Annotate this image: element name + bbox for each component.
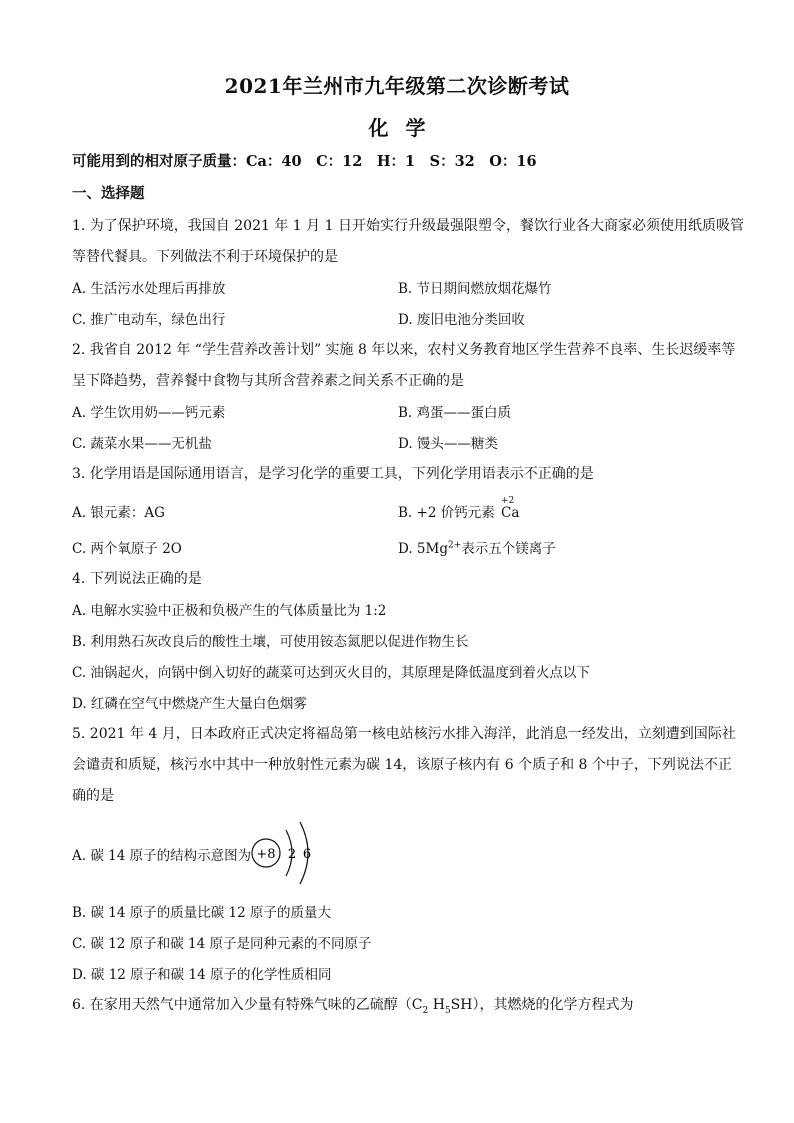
- exam-title: 2021年兰州市九年级第二次诊断考试: [224, 74, 570, 98]
- question-5-option-a: [72, 844, 251, 864]
- question-4-option-a: A. 电解水实验中正极和负极产生的气体质量比为 1:2: [72, 603, 387, 619]
- question-3-option-b-text: B. +2 价钙元素: [398, 505, 495, 521]
- hydrogen-subscript: 5: [444, 1005, 451, 1016]
- ion-charge: 2+: [447, 540, 462, 551]
- shell-2-electrons: 6: [302, 847, 312, 862]
- magnesium-ion-prefix: D. 5Mg: [398, 541, 448, 557]
- question-4-option-c: C. 油锅起火，向锅中倒入切好的蔬菜可达到灭火目的，其原理是降低温度到着火点以下: [72, 665, 590, 681]
- section-heading: 一、选择题: [72, 185, 145, 202]
- question-5-line-2: 会谴责和质疑，核污水中其中一种放射性元素为碳 14，该原子核内有 6 个质子和 8 个中子，下列说法不正: [72, 757, 732, 773]
- question-6-prefix: 6. 在家用天然气中通常加入少量有特殊气味的乙硫醇（C: [72, 997, 423, 1013]
- calcium-symbol: Ca: [501, 505, 520, 521]
- question-1-option-c: C. 推广电动车，绿色出行: [72, 312, 226, 328]
- question-5-option-a-text: A. 碳 14 原子的结构示意图为: [72, 848, 252, 864]
- question-5-line-3: 确的是: [72, 788, 114, 804]
- question-1-option-b: B. 节日期间燃放烟花爆竹: [398, 281, 552, 297]
- question-2-line-2: 呈下降趋势，营养餐中食物与其所含营养素之间关系不正确的是: [72, 373, 464, 389]
- hydrogen-text: H: [428, 997, 445, 1013]
- question-5-line-1: 5. 2021 年 4 月，日本政府正式决定将福岛第一核电站核污水排入海洋，此消息一经发出，立刻遭到国际社: [72, 726, 736, 742]
- question-3-option-a: A. 银元素：AG: [72, 505, 165, 521]
- question-2-option-b: B. 鸡蛋——蛋白质: [398, 405, 512, 421]
- question-2-option-c: C. 蔬菜水果——无机盐: [72, 436, 212, 452]
- valence-charge: +2: [501, 496, 515, 506]
- question-3-option-d: [398, 537, 556, 557]
- atom-structure-diagram: [250, 818, 322, 890]
- shell-1-electrons: 2: [287, 847, 297, 862]
- question-3-option-c: C. 两个氧原子 2O: [72, 541, 182, 557]
- question-1-option-d: D. 废旧电池分类回收: [398, 312, 525, 328]
- nucleus-charge: +8: [256, 847, 276, 862]
- question-6-suffix: SH），其燃烧的化学方程式为: [450, 997, 634, 1013]
- question-5-option-c: C. 碳 12 原子和碳 14 原子是同种元素的不同原子: [72, 936, 372, 952]
- question-3-option-b: [398, 496, 520, 521]
- question-1-line-2: 等替代餐具。下列做法不利于环境保护的是: [72, 249, 338, 265]
- question-1-option-a: A. 生活污水处理后再排放: [72, 281, 226, 297]
- question-1-line-1: 1. 为了保护环境，我国自 2021 年 1 月 1 日开始实行升级最强限塑令，餐饮行业各大商家必须使用纸质吸管: [72, 218, 744, 234]
- question-6-line-1: [72, 994, 633, 1016]
- carbon-subscript: 2: [422, 1005, 429, 1016]
- question-3-line-1: 3. 化学用语是国际通用语言，是学习化学的重要工具，下列化学用语表示不正确的是: [72, 466, 594, 482]
- question-2-option-a: A. 学生饮用奶——钙元素: [72, 405, 226, 421]
- question-5-option-d: D. 碳 12 原子和碳 14 原子的化学性质相同: [72, 967, 332, 983]
- question-4-option-b: B. 利用熟石灰改良后的酸性土壤，可使用铵态氮肥以促进作物生长: [72, 634, 469, 650]
- relative-atomic-masses: 可能用到的相对原子质量：Ca：40 C：12 H：1 S：32 O：16: [72, 153, 537, 170]
- question-5-option-b: B. 碳 14 原子的质量比碳 12 原子的质量大: [72, 905, 332, 921]
- subject-title: 化 学: [368, 116, 426, 140]
- question-4-option-d: D. 红磷在空气中燃烧产生大量白色烟雾: [72, 696, 307, 712]
- question-4-line-1: 4. 下列说法正确的是: [72, 571, 202, 587]
- calcium-valence-symbol: [501, 496, 520, 521]
- magnesium-ion-suffix: 表示五个镁离子: [461, 541, 556, 557]
- question-2-line-1: 2. 我省自 2012 年 “学生营养改善计划” 实施 8 年以来，农村义务教育地区学生营养不良率、生长迟缓率等: [72, 342, 736, 358]
- question-2-option-d: D. 馒头——糖类: [398, 436, 498, 452]
